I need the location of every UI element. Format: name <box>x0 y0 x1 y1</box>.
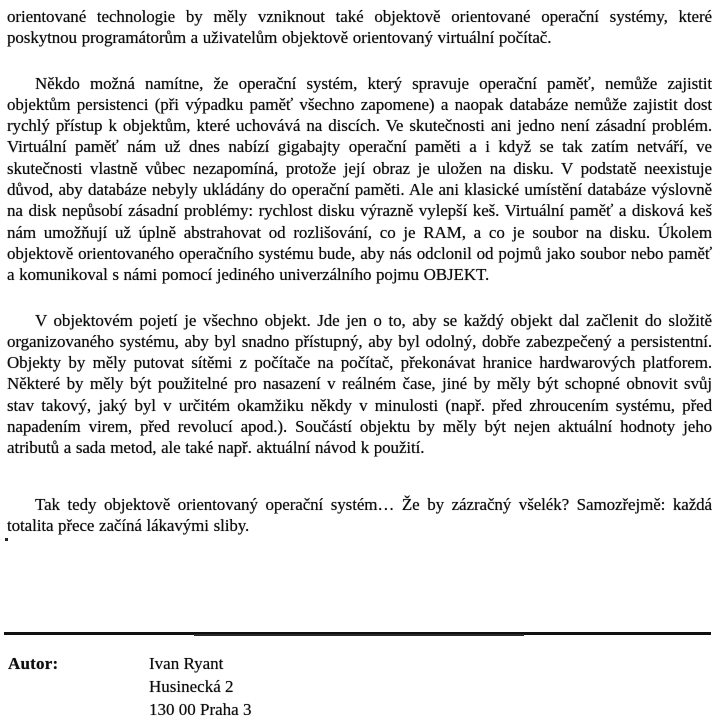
paragraph-conclusion: Tak tedy objektově orientovaný operační systém… Že by zázračný všelék? Samozřejmě: každá totalita přece začíná lákavými sliby. <box>7 494 712 535</box>
footer-divider <box>4 632 711 635</box>
paragraph-continuation: orientované technologie by měly vzniknout také objektově orientované operační systémy, které poskytnou programátorům a uživatelům objektově orientovaný virtuální počítač. <box>7 7 712 48</box>
author-city: 130 00 Praha 3 <box>149 700 252 719</box>
author-block <box>8 652 251 721</box>
paragraph-everything-is-object: V objektovém pojetí je všechno objekt. Jde jen o to, aby se každý objekt dal začlenit do složitě organizovaného systému, aby byl snadno přístupný, aby byl odolný, dobře zabezpečený a persistentní. Objekty by měly putovat sítěmi z počítače na počítač, překonávat hranice hardwarových platforem. Některé by měly být použitelné pro nasazení v reálném čase, jiné by měly být schopné obnovit svůj stav takový, jaký byl v určitém okamžiku někdy v minulosti (např. před zhroucením systému, před napadením virem, před revolucí apod.). Součástí objektu by měly být nejen aktuální hodnoty jeho atributů a sada metod, ale také např. aktuální návod k použití. <box>7 310 712 458</box>
author-name: Ivan Ryant <box>149 654 224 673</box>
author-label: Autor: <box>8 654 59 673</box>
scan-speck <box>5 538 8 541</box>
author-address <box>149 652 251 721</box>
author-street: Husinecká 2 <box>149 677 234 696</box>
paragraph-objections: Někdo možná namítne, že operační systém, který spravuje operační paměť, nemůže zajistit objektům persistenci (při výpadku paměť všechno zapomene) a naopak databáze nemůže zajistit dost rychlý přístup k objektům, které uchovává na discích. Ve skutečnosti ani jedno není zásadní problém. Virtuální paměť nám už dnes nabízí gigabajty operační paměti a i když se tak zatím netváří, ve skutečnosti vlastně vůbec nezapomíná, protože její obraz je uložen na disku. V podstatě neexistuje důvod, aby databáze nebyly ukládány do operační paměti. Ale ani klasické umístění databáze výslovně na disk nepůsobí zásadní problémy: rychlost disku výrazně vylepší keš. Virtuální paměť a disková keš nám umožňují už úplně abstrahovat od rozlišování, co je RAM, a co je soubor na disku. Úkolem objektově orientovaného operačního systému bude, aby nás odclonil od pojmů jako soubor nebo paměť a komunikoval s námi pomocí jediného univerzálního pojmu OBJEKT. <box>7 73 712 285</box>
